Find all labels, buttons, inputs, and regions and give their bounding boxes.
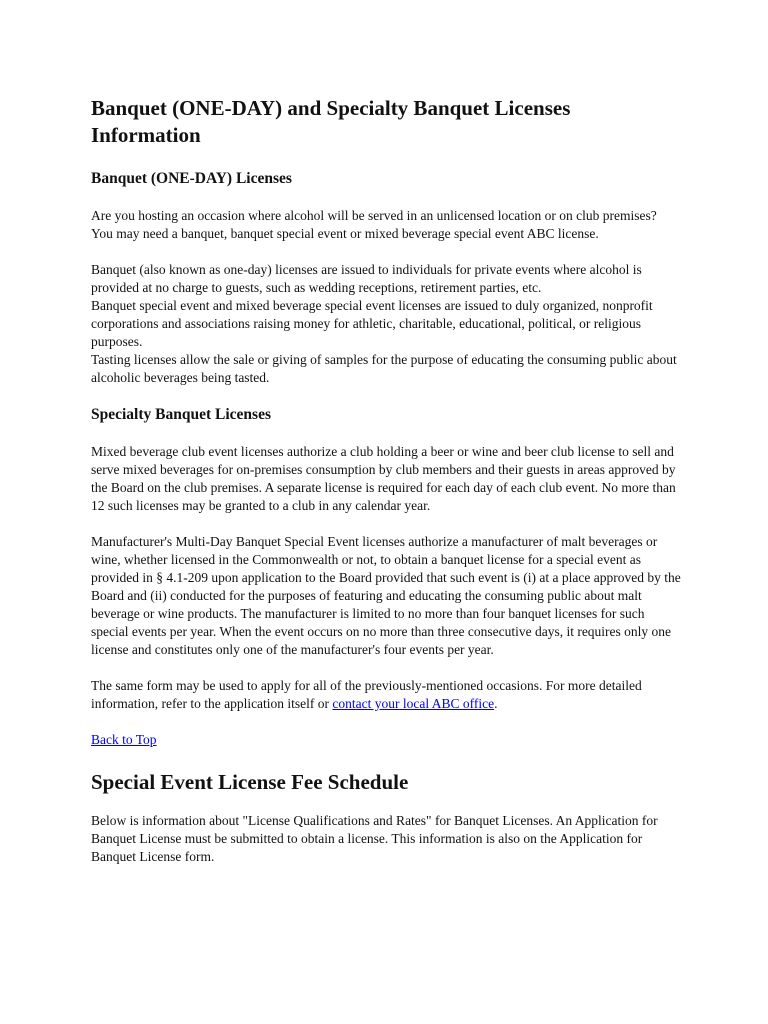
contact-abc-office-link[interactable]: contact your local ABC office: [332, 696, 495, 711]
banquet-intro-paragraph: Are you hosting an occasion where alcohol will be served in an unlicensed location or on club premises? You may need a banquet, banquet special event or mixed beverage special event ABC license.: [91, 208, 657, 241]
specialty-heading: Specialty Banquet Licenses: [91, 406, 271, 423]
back-to-top-row: [91, 731, 681, 749]
same-form-paragraph: [91, 677, 681, 713]
page-title: Banquet (ONE-DAY) and Specialty Banquet Licenses Information: [91, 96, 571, 147]
same-form-text: The same form may be used to apply for all of the previously-mentioned occasions. For more detailed information, refer to the application itself or: [91, 678, 642, 711]
document-page: [91, 95, 681, 884]
banquet-heading: Banquet (ONE-DAY) Licenses: [91, 170, 292, 187]
club-event-paragraph: Mixed beverage club event licenses authorize a club holding a beer or wine and beer club license to sell and serve mixed beverages for on-premises consumption by club members and their guests in areas approved by the Board on the club premises. A separate license is required for each day of each club event. No more than 12 such licenses may be granted to a club in any calendar year.: [91, 444, 676, 513]
fee-schedule-paragraph: Below is information about "License Qualifications and Rates" for Banquet Licenses. An Application for Banquet License must be submitted to obtain a license. This information is also on the Application for Banquet License form.: [91, 813, 658, 864]
fee-schedule-heading: Special Event License Fee Schedule: [91, 770, 409, 794]
banquet-special-event-paragraph: Banquet special event and mixed beverage special event licenses are issued to duly organized, nonprofit corporations and associations raising money for athletic, charitable, educational, political, or religious purposes.: [91, 298, 653, 349]
back-to-top-link[interactable]: Back to Top: [91, 732, 157, 747]
manufacturer-paragraph: Manufacturer's Multi-Day Banquet Special Event licenses authorize a manufacturer of malt beverages or wine, whether licensed in the Commonwealth or not, to obtain a banquet license for a special event as provided in § 4.1-209 upon application to the Board provided that such event is (i) at a place approved by the Board and (ii) conducted for the purposes of featuring and educating the consuming public about malt beverage or wine products. The manufacturer is limited to no more than four banquet licenses for such special events per year. When the event occurs on no more than three consecutive days, it requires only one license and constitutes only one of the manufacturer's four events per year.: [91, 534, 681, 657]
same-form-period: .: [494, 696, 498, 711]
banquet-one-day-paragraph: Banquet (also known as one-day) licenses are issued to individuals for private events where alcohol is provided at no charge to guests, such as wedding receptions, retirement parties, etc.: [91, 262, 642, 295]
tasting-licenses-paragraph: Tasting licenses allow the sale or giving of samples for the purpose of educating the consuming public about alcoholic beverages being tasted.: [91, 352, 677, 385]
